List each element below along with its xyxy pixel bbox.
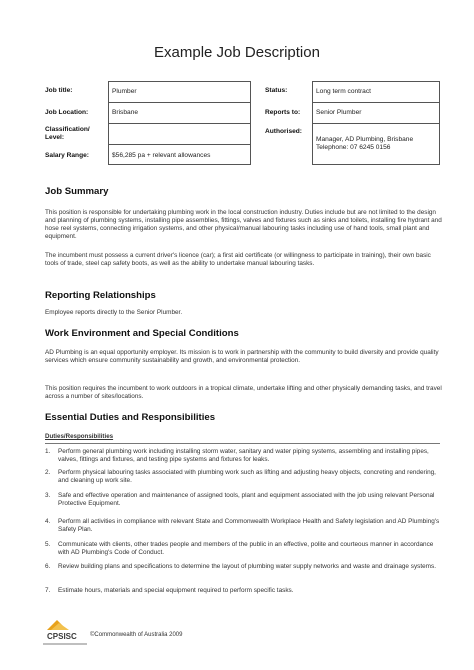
environment-heading: Work Environment and Special Conditions [45, 328, 239, 339]
classification-label [45, 126, 90, 142]
job-title-label: Job title: [45, 87, 73, 94]
job-location-value: Brisbane [108, 102, 251, 123]
duties-heading: Essential Duties and Responsibilities [45, 412, 216, 423]
classification-value [108, 123, 251, 144]
job-summary-para2: The incumbent must possess a current driver's licence (car); a first aid certificate (or willingness to participate in training), their own basic tools of trade, steel cap safety boots, as well as the ability to undertake manual labouring tasks. [45, 252, 431, 268]
authorised-value [312, 123, 440, 165]
job-location-label: Job Location: [45, 109, 89, 116]
duty-text: Perform all activities in compliance with relevant State and Commonwealth Workplace Health and Safety legislation and AD Plumbing's Safety Plan. [58, 518, 440, 534]
classification-label-line1: Classification/ [45, 126, 90, 133]
job-summary-para1: This position is responsible for undertaking plumbing work in the local construction industry. Duties include but are not limited to the design and planning of plumbing systems, installing pipe assemblies, fittings, valves and fixtures such as sinks and toilets, installing fire hydrant and hose reel systems, connecting irrigation systems, and other physical/manual labouring tasks including use of hand tools, small plant and equipment. [45, 209, 442, 241]
duty-text: Estimate hours, materials and special equipment required to perform specific tasks. [58, 587, 294, 594]
reports-label: Reports to: [265, 109, 301, 116]
duty-text: Perform general plumbing work including installing storm water, sanitary and water piping systems, assembling and installing pipes, valves, fittings and fixtures, and testing pipe systems and fixtures for leaks. [58, 448, 429, 464]
duty-number: 7. [45, 587, 51, 594]
page-title: Example Job Description [154, 44, 320, 61]
status-value: Long term contract [312, 81, 440, 102]
duty-number: 5. [45, 541, 51, 548]
job-summary-heading: Job Summary [45, 186, 109, 197]
authorised-line2: Telephone: 07 6245 0156 [316, 144, 391, 151]
duty-text: Perform physical labouring tasks associated with plumbing work such as lifting and adjusting heavy objects, concreting and rendering, and cleaning up work site. [58, 469, 436, 485]
salary-value: $56,285 pa + relevant allowances [108, 144, 251, 165]
duty-number: 6. [45, 563, 51, 570]
duties-divider [45, 443, 440, 444]
duty-number: 1. [45, 448, 51, 455]
cpsisc-logo [41, 618, 91, 648]
reports-value: Senior Plumber [312, 102, 440, 123]
duty-text: Safe and effective operation and maintenance of assigned tools, plant and equipment associated with the job using relevant Personal Protective Equipment. [58, 492, 435, 508]
duties-subheading: Duties/Responsibilities [45, 433, 114, 440]
classification-label-line2: Level: [45, 134, 65, 141]
duty-text: Communicate with clients, other trades people and members of the public in an effective, polite and courteous manner in accordance with AD Plumbing's Code of Conduct. [58, 541, 434, 557]
job-title-value: Plumber [108, 81, 251, 102]
cpsisc-logo-text: CPSISC [47, 632, 77, 641]
reporting-para1: Employee reports directly to the Senior Plumber. [45, 309, 183, 316]
duty-text: Review building plans and specifications to determine the layout of plumbing water supply networks and waste and drainage systems. [58, 563, 436, 570]
authorised-line1: Manager, AD Plumbing, Brisbane [316, 136, 414, 143]
environment-para1: AD Plumbing is an equal opportunity employer. Its mission is to work in partnership with the community to build diversity and provide quality services which ensure community sustainability and growth, and environmental protection. [45, 349, 439, 365]
salary-label: Salary Range: [45, 152, 89, 159]
duty-number: 2. [45, 469, 51, 476]
environment-para2: This position requires the incumbent to work outdoors in a tropical climate, undertake lifting and other physically demanding tasks, and travel across a number of sites/locations. [45, 385, 442, 401]
duty-number: 4. [45, 518, 51, 525]
reporting-heading: Reporting Relationships [45, 290, 156, 301]
status-label: Status: [265, 87, 288, 94]
authorised-label: Authorised: [265, 128, 302, 135]
copyright-text: ©Commonwealth of Australia 2009 [90, 632, 183, 638]
duty-number: 3. [45, 492, 51, 499]
